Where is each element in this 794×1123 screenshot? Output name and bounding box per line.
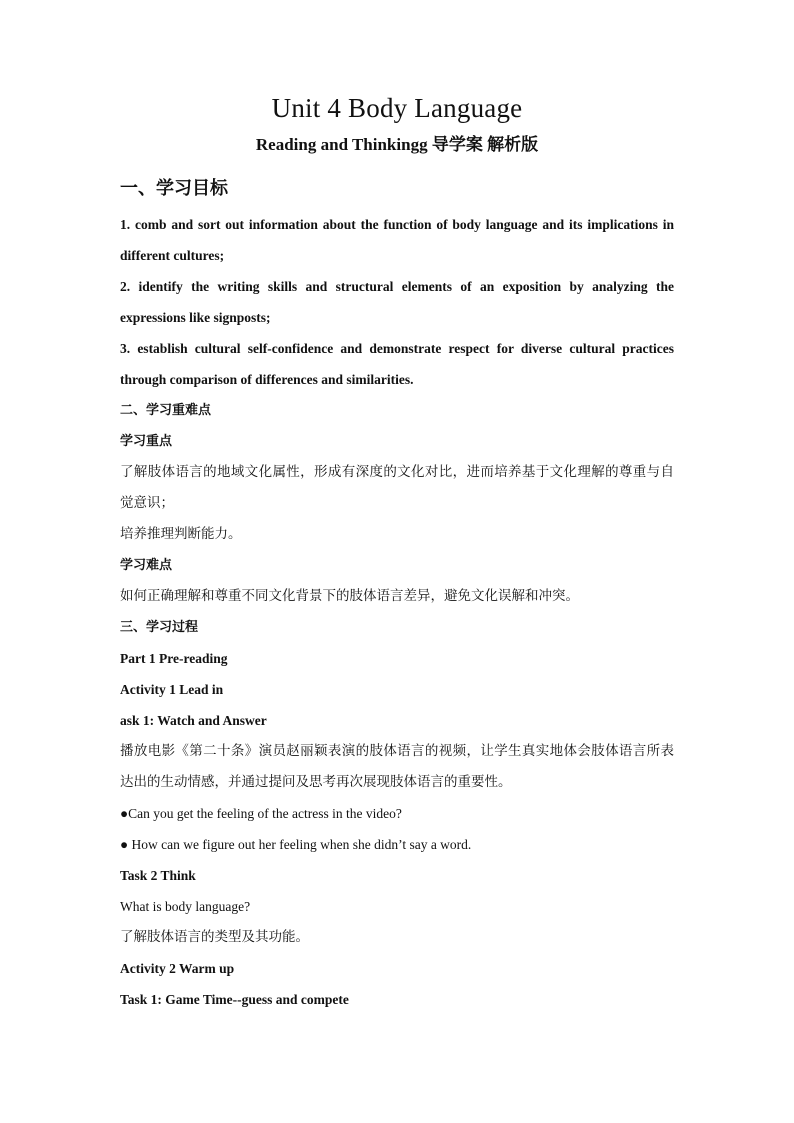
document-page (120, 88, 674, 1015)
question-1: ●Can you get the feeling of the actress in the video? (120, 806, 402, 821)
activity-1-heading: Activity 1 Lead in (120, 682, 224, 697)
document-title: Unit 4 Body Language (271, 93, 523, 123)
goal-3-line-2: through comparison of differences and similarities. (120, 372, 414, 387)
section-learning-process-heading: 三、学习过程 (120, 620, 199, 635)
task-1-description-line-2: 达出的生动情感，并通过提问及思考再次展现肢体语言的重要性。 (120, 774, 512, 790)
part-1-heading: Part 1 Pre-reading (120, 651, 228, 666)
task-1-heading: ask 1: Watch and Answer (120, 713, 267, 728)
task-2-description: 了解肢体语言的类型及其功能。 (120, 929, 309, 945)
key-point-line-1: 了解肢体语言的地域文化属性，形成有深度的文化对比，进而培养基于文化理解的尊重与自 (120, 464, 674, 480)
task-2-question: What is body language? (120, 899, 251, 914)
goal-2-line-2: expressions like signposts; (120, 310, 271, 325)
activity-2-heading: Activity 2 Warm up (120, 961, 235, 976)
document-subtitle: Reading and Thinkingg 导学案 解析版 (255, 135, 539, 154)
key-point-line-3: 培养推理判断能力。 (120, 526, 242, 542)
task-2-heading: Task 2 Think (120, 868, 196, 883)
goal-1-line-2: different cultures; (120, 248, 225, 263)
question-2: ● How can we figure out her feeling when she didn’t say a word. (120, 837, 472, 852)
key-point-heading: 学习重点 (120, 434, 173, 449)
section-learning-goals-heading: 一、学习目标 (120, 178, 228, 199)
section-key-difficult-heading: 二、学习重难点 (120, 403, 212, 418)
task-1-description-line-1: 播放电影《第二十条》演员赵丽颖表演的肢体语言的视频，让学生真实地体会肢体语言所表 (120, 743, 674, 759)
goal-3-line-1: 3. establish cultural self-confidence and demonstrate respect for diverse cultural practices (120, 341, 674, 356)
goal-2-line-1: 2. identify the writing skills and structural elements of an exposition by analyzing the (120, 279, 674, 294)
goal-1-line-1: 1. comb and sort out information about the function of body language and its implications in (120, 217, 674, 232)
difficult-point-heading: 学习难点 (120, 558, 173, 573)
key-point-line-2: 觉意识； (120, 495, 174, 511)
difficult-point-line-1: 如何正确理解和尊重不同文化背景下的肢体语言差异，避免文化误解和冲突。 (120, 588, 579, 604)
activity-2-task-1-heading: Task 1: Game Time--guess and compete (120, 992, 349, 1007)
